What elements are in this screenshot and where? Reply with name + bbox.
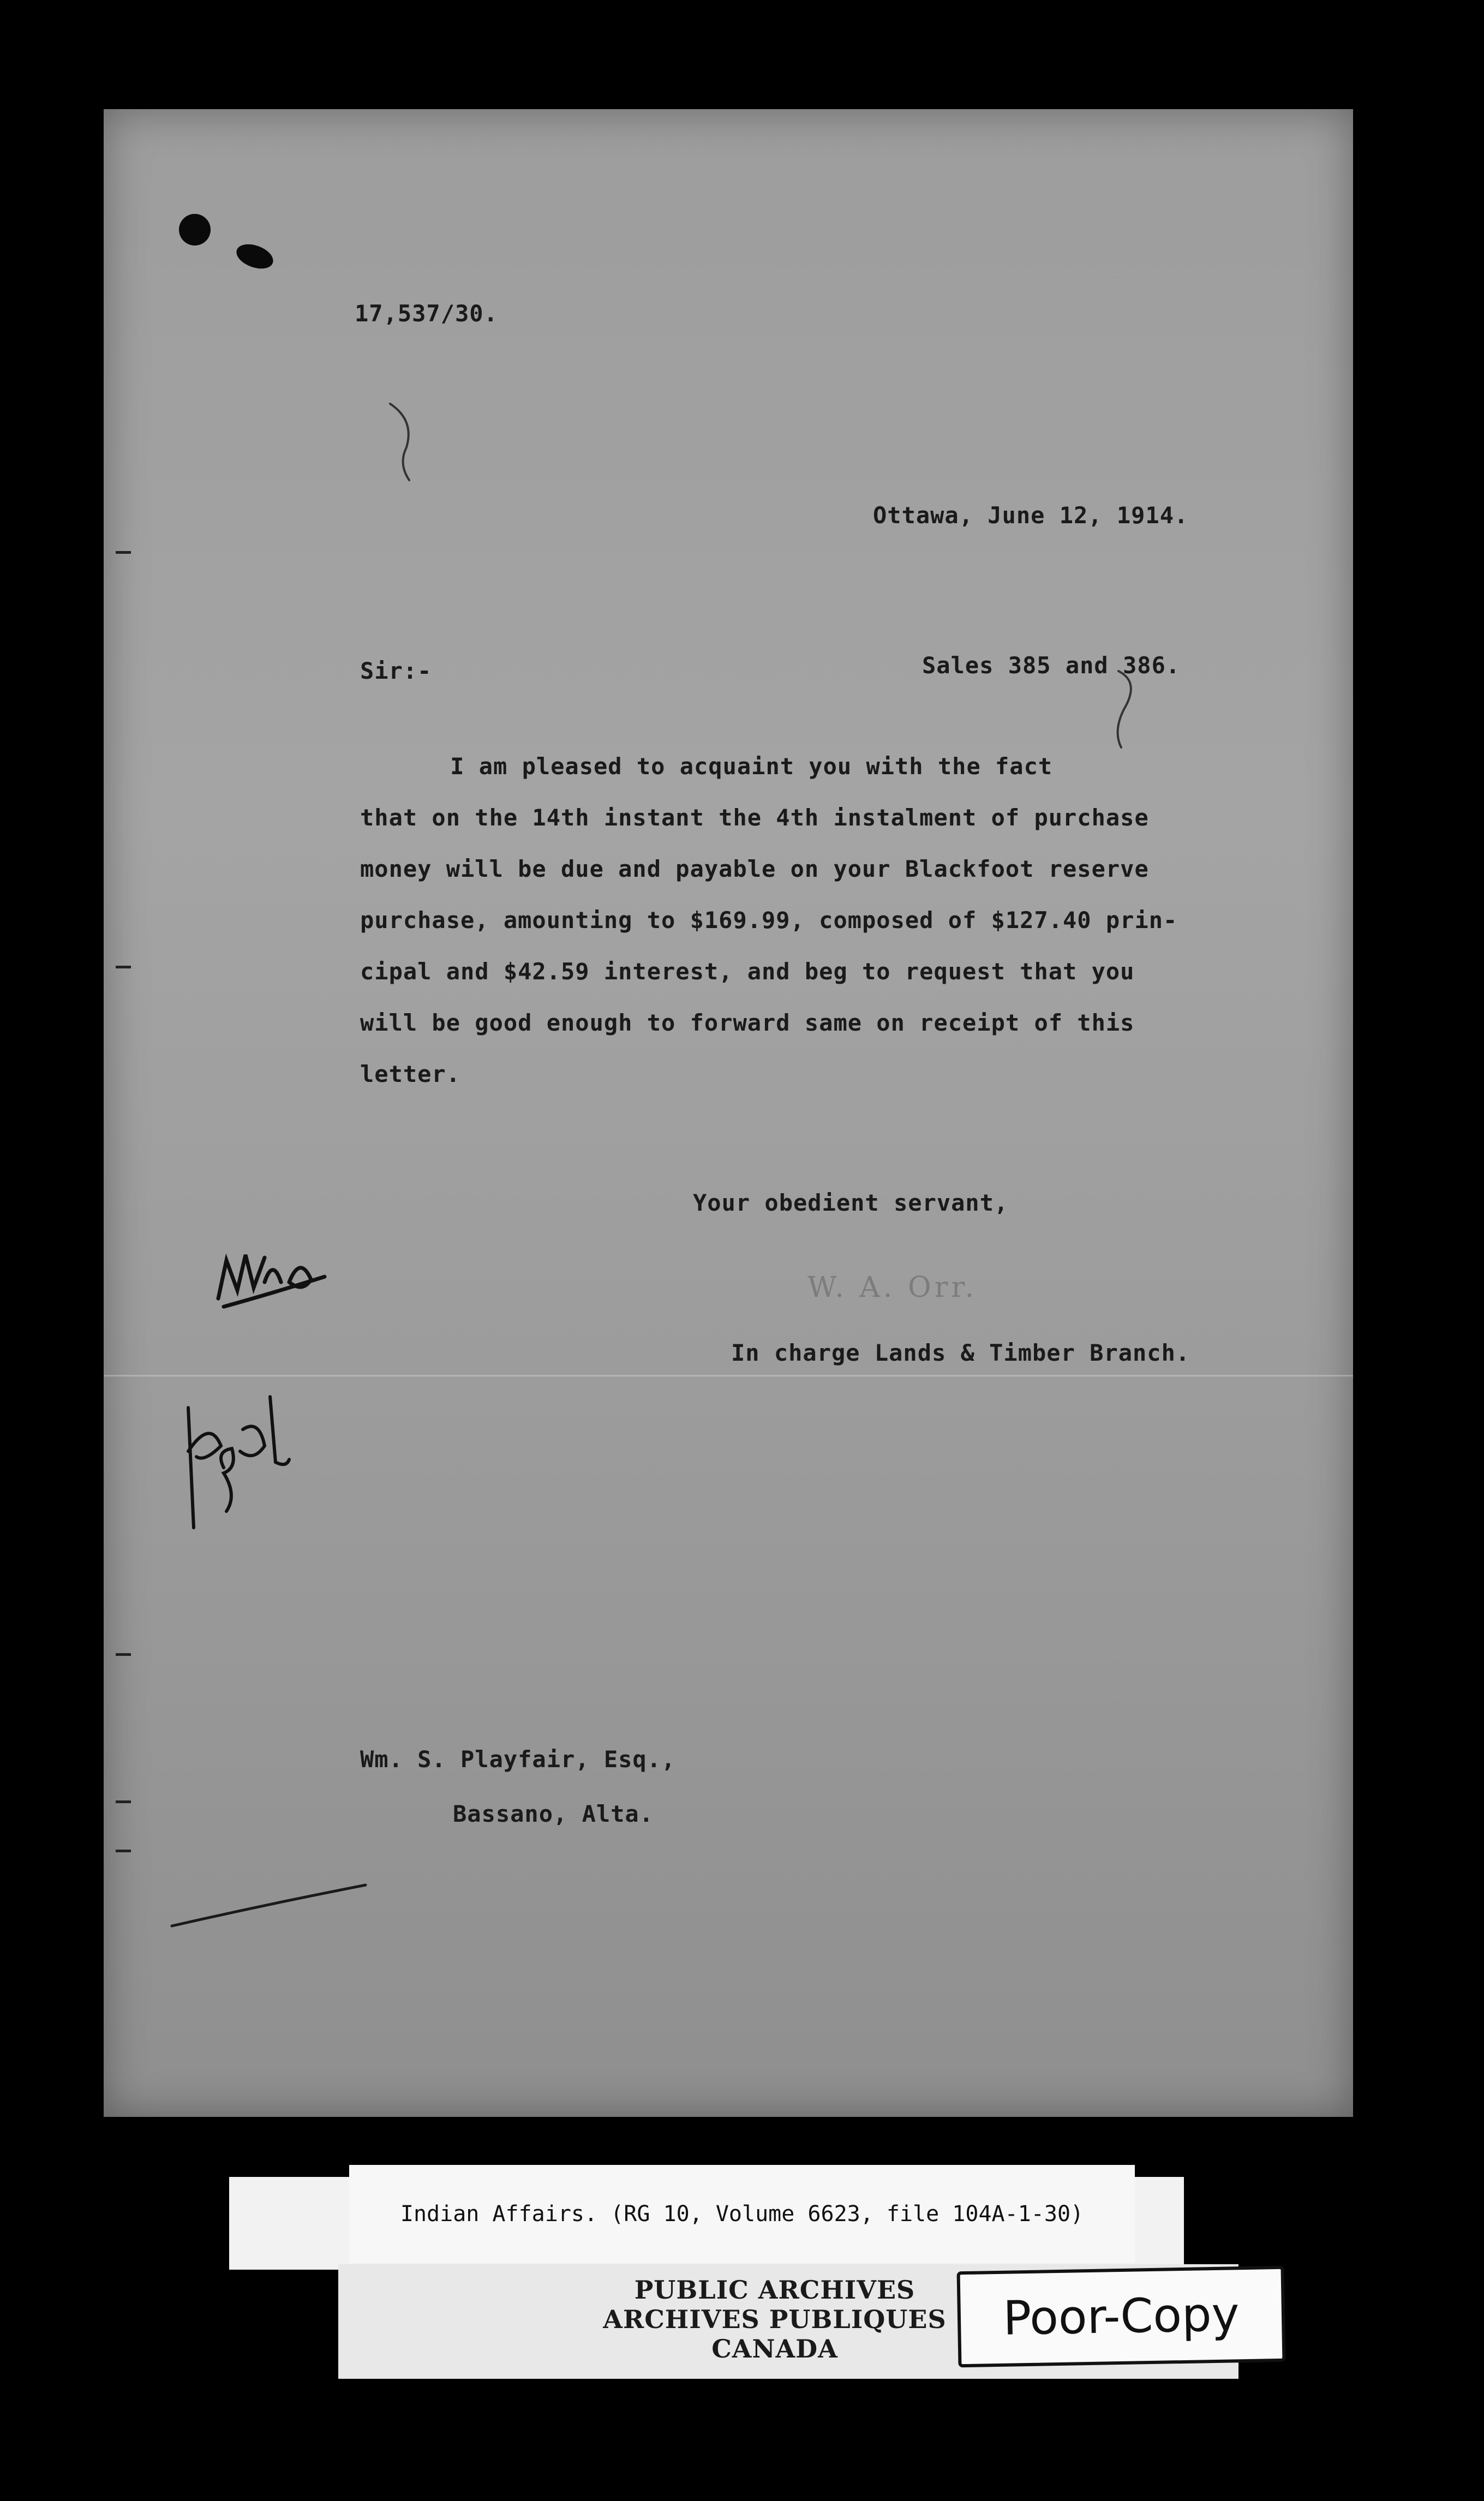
pencil-stroke <box>169 1877 376 1931</box>
body-line: I am pleased to acquaint you with the fact <box>393 753 1053 780</box>
margin-mark <box>116 966 131 968</box>
letter-sheet <box>104 109 1353 2117</box>
sales-reference: Sales 385 and 386. <box>922 652 1181 679</box>
archive-stamp-line: ARCHIVES PUBLIQUES <box>603 2305 947 2334</box>
pencil-curve <box>382 398 426 496</box>
salutation: Sir:- <box>360 657 432 684</box>
margin-mark <box>116 1653 131 1656</box>
body-line: letter. <box>360 1061 461 1087</box>
margin-mark <box>116 551 131 554</box>
handwritten-initials-kgol <box>172 1386 297 1539</box>
poor-copy-label: Poor-Copy <box>957 2266 1286 2367</box>
archive-stamp-line: PUBLIC ARCHIVES <box>634 2275 915 2305</box>
pencil-curve <box>1102 666 1146 753</box>
archive-stamp <box>584 2275 966 2364</box>
margin-mark <box>116 1850 131 1852</box>
file-number: 17,537/30. <box>355 300 498 327</box>
punch-hole <box>179 214 211 246</box>
handwritten-initials-wao <box>213 1238 338 1315</box>
body-line: that on the 14th instant the 4th instalment of purchase <box>360 804 1149 831</box>
signer-title: In charge Lands & Timber Branch. <box>731 1339 1190 1366</box>
archive-reference-label: Indian Affairs. (RG 10, Volume 6623, file 104A-1-30) <box>349 2165 1135 2263</box>
fold-line <box>104 1375 1353 1377</box>
closing: Your obedient servant, <box>693 1189 1009 1216</box>
margin-mark <box>116 1800 131 1803</box>
body-line: money will be due and payable on your Blackfoot reserve <box>360 855 1149 882</box>
archive-stamp-line: CANADA <box>711 2334 838 2364</box>
addressee-name: Wm. S. Playfair, Esq., <box>360 1746 676 1773</box>
place-date: Ottawa, June 12, 1914. <box>873 502 1189 529</box>
body-line: cipal and $42.59 interest, and beg to request that you <box>360 958 1135 985</box>
body-line: will be good enough to forward same on receipt of this <box>360 1009 1135 1036</box>
addressee-place: Bassano, Alta. <box>453 1800 654 1827</box>
signature-stamp: W. A. Orr. <box>807 1271 978 1304</box>
body-line: purchase, amounting to $169.99, composed of $127.40 prin- <box>360 907 1178 934</box>
